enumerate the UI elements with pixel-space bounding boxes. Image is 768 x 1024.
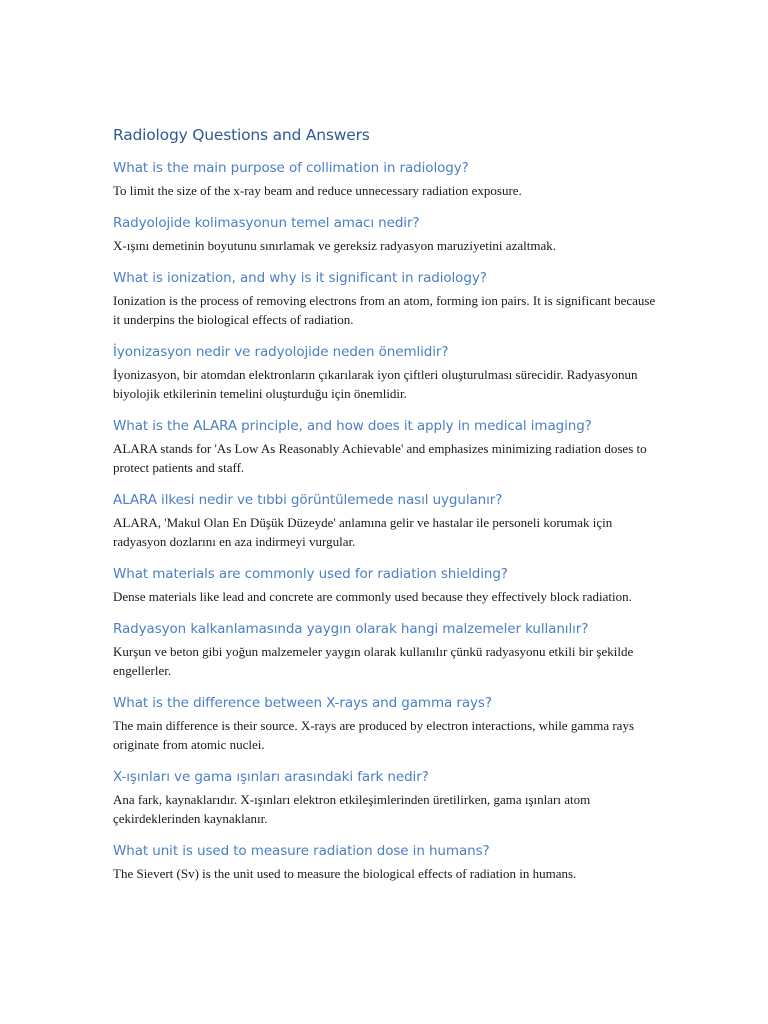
question-heading: Radyolojide kolimasyonun temel amacı nedir?	[113, 215, 420, 231]
qa-item	[113, 694, 658, 754]
qa-item	[113, 565, 658, 606]
question-heading: What is the ALARA principle, and how does it apply in medical imaging?	[113, 418, 592, 434]
qa-item	[113, 159, 658, 200]
question-heading: X-ışınları ve gama ışınları arasındaki fark nedir?	[113, 769, 429, 785]
question-heading: What unit is used to measure radiation dose in humans?	[113, 843, 490, 859]
qa-item	[113, 842, 658, 883]
answer-text: ALARA, 'Makul Olan En Düşük Düzeyde' anlamına gelir ve hastalar ile personeli korumak için radyasyon dozlarını en aza indirmeyi vurgular.	[113, 515, 613, 549]
question-heading: ALARA ilkesi nedir ve tıbbi görüntülemede nasıl uygulanır?	[113, 492, 503, 508]
qa-item	[113, 620, 658, 680]
qa-item	[113, 768, 658, 828]
answer-text: The Sievert (Sv) is the unit used to measure the biological effects of radiation in humans.	[113, 866, 577, 881]
answer-text: Ana fark, kaynaklarıdır. X-ışınları elektron etkileşimlerinden üretilirken, gama ışınları atom çekirdeklerinden kaynaklanır.	[113, 792, 591, 826]
answer-text: Dense materials like lead and concrete are commonly used because they effectively block radiation.	[113, 589, 632, 604]
answer-text: Kurşun ve beton gibi yoğun malzemeler yaygın olarak kullanılır çünkü radyasyonu etkili bir şekilde engellerler.	[113, 644, 634, 678]
answer-text: The main difference is their source. X-rays are produced by electron interactions, while gamma rays originate from atomic nuclei.	[113, 718, 634, 752]
qa-item	[113, 214, 658, 255]
answer-text: ALARA stands for 'As Low As Reasonably Achievable' and emphasizes minimizing radiation doses to protect patients and staff.	[113, 441, 647, 475]
question-heading: What materials are commonly used for radiation shielding?	[113, 566, 508, 582]
qa-item	[113, 491, 658, 551]
question-heading: Radyasyon kalkanlamasında yaygın olarak hangi malzemeler kullanılır?	[113, 621, 589, 637]
question-heading: What is ionization, and why is it significant in radiology?	[113, 270, 487, 286]
answer-text: To limit the size of the x-ray beam and reduce unnecessary radiation exposure.	[113, 183, 522, 198]
question-heading: İyonizasyon nedir ve radyolojide neden önemlidir?	[113, 344, 449, 360]
document-title: Radiology Questions and Answers	[113, 126, 370, 144]
question-heading: What is the main purpose of collimation in radiology?	[113, 160, 469, 176]
qa-item	[113, 417, 658, 477]
qa-item	[113, 343, 658, 403]
answer-text: X-ışını demetinin boyutunu sınırlamak ve gereksiz radyasyon maruziyetini azaltmak.	[113, 238, 556, 253]
qa-item	[113, 269, 658, 329]
answer-text: İyonizasyon, bir atomdan elektronların çıkarılarak iyon çiftleri oluşturulması sürecidir. Radyasyonun biyolojik etkilerinin temelini oluşturduğu için önemlidir.	[113, 367, 638, 401]
document-content	[113, 124, 658, 897]
answer-text: Ionization is the process of removing electrons from an atom, forming ion pairs. It is significant because it underpins the biological effects of radiation.	[113, 293, 656, 327]
question-heading: What is the difference between X-rays and gamma rays?	[113, 695, 492, 711]
